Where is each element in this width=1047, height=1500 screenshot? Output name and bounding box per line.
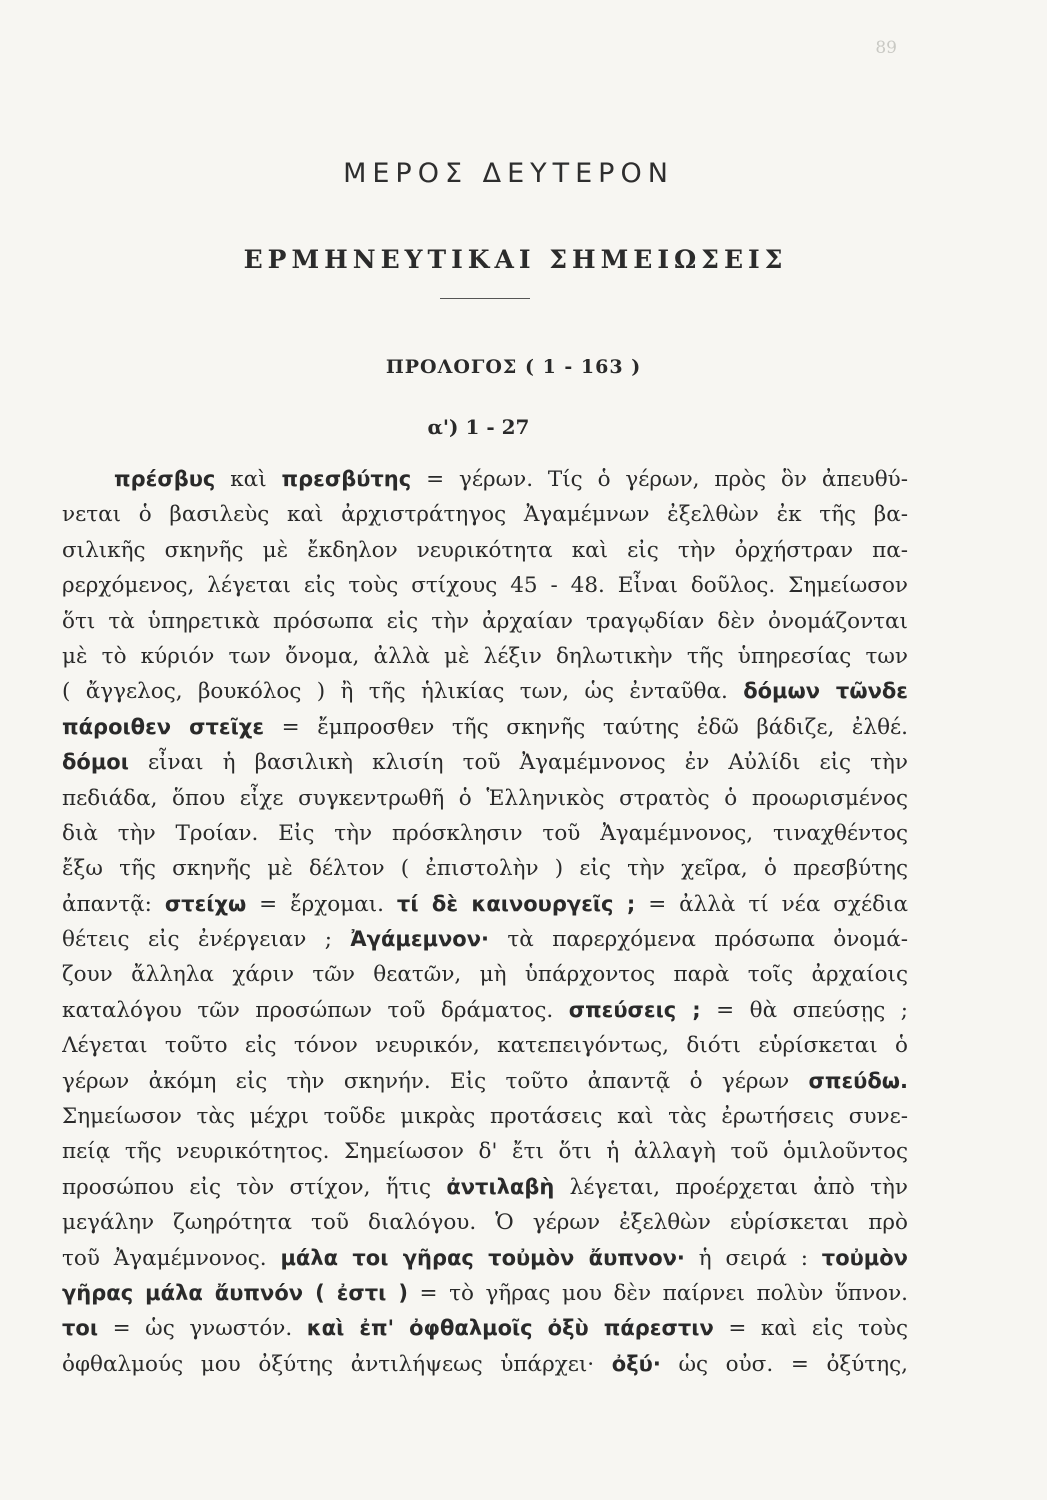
lemma-term: δόμων τῶνδε [743,679,908,704]
text-line [62,1064,908,1099]
commentary-segment: σιλικῆς σκηνῆς μὲ ἔκδηλον νευρικότητα καὶ εἰς τὴν ὀρχήστραν πα- [62,537,908,563]
commentary-segment: τὰ παρερχόμενα πρόσωπα ὀνομά- [489,927,908,953]
text-line [62,533,908,568]
text-line [62,1241,908,1276]
text-line [62,957,908,992]
divider [440,298,530,299]
lemma-term: πρεσβύτης [281,467,412,491]
commentary-segment: μὲ τὸ κύριόν των ὄνομα, ἀλλὰ μὲ λέξιν δηλωτικὴν τῆς ὑπηρεσίας των [62,643,908,669]
commentary-segment: τοῦ Ἀγαμέμνονος. [62,1245,281,1271]
text-line [62,639,908,674]
text-line [62,851,908,886]
commentary-segment: νεται ὁ βασιλεὺς καὶ ἀρχιστράτηγος Ἀγαμέμνων ἐξελθὼν ἐκ τῆς βα- [62,502,908,528]
text-line [62,497,908,532]
commentary-segment: ἔξω τῆς σκηνῆς μὲ δέλτον ( ἐπιστολὴν ) εἰς τὴν χεῖρα, ὁ πρεσβύτης [62,856,908,882]
text-line [62,568,908,603]
text-line [62,1205,908,1240]
lemma-term: τοὐμὸν [821,1245,908,1270]
lemma-term: καὶ ἐπ' ὀφθαλμοῖς ὀξὺ πάρεστιν [306,1316,714,1341]
page-number: 89 [875,38,897,58]
text-line [62,462,908,497]
text-line [62,993,908,1028]
commentary-segment: ρερχόμενος, λέγεται εἰς τοὺς στίχους 45 - 48. Εἶναι δοῦλος. Σημείωσον [62,573,908,599]
commentary-segment: ( ἄγγελος, βουκόλος ) ἢ τῆς ἡλικίας των, ὡς ἐνταῦθα. [62,679,744,705]
lemma-term: γῆρας μάλα ἄυπνόν ( ἐστι ) [62,1280,408,1305]
commentary-segment: διὰ τὴν Τροίαν. Εἰς τὴν πρόσκλησιν τοῦ Ἀγαμέμνονος, τιναχθέντος [62,820,908,846]
text-line [62,710,908,745]
text-line [62,745,908,780]
text-line [62,1311,908,1346]
commentary-segment: λέγεται, προέρχεται ἀπὸ τὴν [554,1174,908,1200]
text-line [62,1276,908,1311]
text-line [62,887,908,922]
commentary-segment: Λέγεται τοῦτο εἰς τόνον νευρικόν, κατεπειγόντως, διότι εὑρίσκεται ὁ [62,1033,908,1059]
lemma-term: πάροιθεν στεῖχε [62,714,265,739]
lemma-term: σπεύσεις ; [568,997,701,1022]
lemma-term: ἀντιλαβὴ [446,1174,555,1199]
commentary-segment: γέρων ἀκόμη εἰς τὴν σκηνήν. Εἰς τοῦτο ἀπαντᾷ ὁ γέρων [62,1068,809,1094]
commentary-segment: = ἔρχομαι. [246,891,397,917]
text-line [62,781,908,816]
text-line [62,1099,908,1134]
lemma-term: δόμοι [62,750,129,775]
commentary-segment: πείᾳ τῆς νευρικότητος. Σημείωσον δ' ἔτι ὅτι ἡ ἀλλαγὴ τοῦ ὁμιλοῦντος [62,1139,908,1165]
text-line [62,922,908,957]
commentary-segment: μεγάλην ζωηρότητα τοῦ διαλόγου. Ὁ γέρων ἐξελθὼν εὑρίσκεται πρὸ [62,1210,908,1236]
text-line [62,604,908,639]
part-title: ΜΕΡΟΣ ΔΕΥΤΕΡΟΝ [343,158,674,189]
commentary-segment: ἀπαντᾷ: [62,891,165,917]
commentary-segment: θέτεις εἰς ἐνέργειαν ; [62,927,351,953]
text-line [62,1170,908,1205]
commentary-segment: πεδιάδα, ὅπου εἶχε συγκεντρωθῆ ὁ Ἑλληνικὸς στρατὸς ὁ προωρισμένος [62,785,908,811]
lemma-term: πρέσβυς [114,467,216,491]
commentary-segment: = καὶ εἰς τοὺς [713,1316,908,1342]
lemma-term: τοι [62,1316,99,1341]
commentary-segment: ἡ σειρά : [684,1245,822,1271]
commentary-segment: καὶ [215,467,282,492]
commentary-segment: = ἀλλὰ τί νέα σχέδια [635,891,908,917]
lemma-term: τί δὲ καινουργεῖς ; [396,891,636,916]
commentary-segment: = ἔμπροσθεν τῆς σκηνῆς ταύτης ἐδῶ βάδιζε, ἐλθέ. [264,714,908,740]
text-line [62,1134,908,1169]
text-line [62,816,908,851]
commentary-segment: = θὰ σπεύσῃς ; [700,997,908,1023]
text-line [62,1347,908,1382]
commentary-segment: ὀφθαλμούς μου ὀξύτης ἀντιλήψεως ὑπάρχει· [62,1351,612,1377]
commentary-segment: προσώπου εἰς τὸν στίχον, ἥτις [62,1174,447,1200]
commentary-segment: = γέρων. Τίς ὁ γέρων, πρὸς ὃν ἀπευθύ- [411,467,908,492]
commentary-segment: Σημείωσον τὰς μέχρι τοῦδε μικρὰς προτάσεις καὶ τὰς ἐρωτήσεις συνε- [62,1104,908,1130]
lemma-term: στείχω [164,891,247,916]
lemma-term: Ἀγάμεμνον· [350,927,489,952]
text-line [62,674,908,709]
commentary-segment: ζουν ἄλληλα χάριν τῶν θεατῶν, μὴ ὑπάρχοντος παρὰ τοῖς ἀρχαίοις [62,962,908,988]
lemma-term: μάλα τοι γῆρας τοὐμὸν ἄυπνον· [280,1245,685,1270]
commentary-segment: εἶναι ἡ βασιλικὴ κλισίη τοῦ Ἀγαμέμνονος ἐν Αὐλίδι εἰς τὴν [128,750,908,776]
commentary-segment: ὡς οὐσ. = ὀξύτης, [660,1351,908,1377]
commentary-segment: καταλόγου τῶν προσώπων τοῦ δράματος. [62,997,569,1023]
commentary-text [62,462,908,1382]
commentary-segment: = ὡς γνωστόν. [98,1316,307,1342]
verse-range-heading: α') 1 - 27 [427,415,530,439]
commentary-segment: = τὸ γῆρας μου δὲν παίρνει πολὺν ὕπνον. [407,1280,908,1306]
prologue-title: ΠΡΟΛΟΓΟΣ ( 1 - 163 ) [385,356,642,378]
commentary-segment: ὅτι τὰ ὑπηρετικὰ πρόσωπα εἰς τὴν ἀρχαίαν τραγῳδίαν δὲν ὀνομάζονται [62,608,908,634]
lemma-term: ὀξύ· [611,1351,661,1376]
text-line [62,1028,908,1063]
lemma-term: σπεύδω. [808,1068,908,1093]
section-title: ΕΡΜΗΝΕΥΤΙΚΑΙ ΣΗΜΕΙΩΣΕΙΣ [243,245,788,274]
